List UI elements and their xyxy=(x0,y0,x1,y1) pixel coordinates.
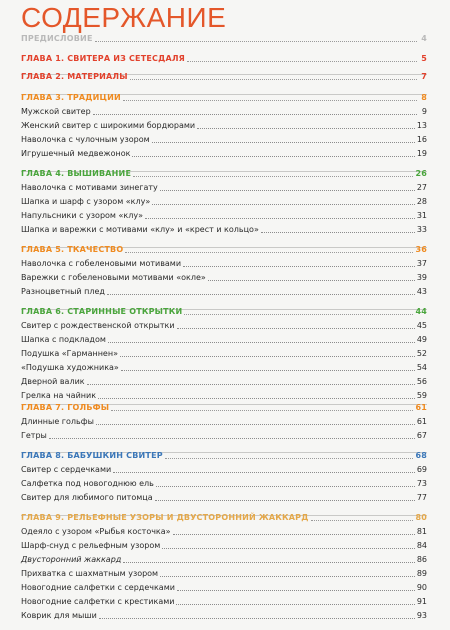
dot-leader xyxy=(87,384,415,385)
toc-entry xyxy=(21,595,427,607)
dot-leader xyxy=(176,604,414,605)
page-number: 56 xyxy=(416,377,427,386)
page-number: 89 xyxy=(416,569,427,578)
page-title: СОДЕРЖАНИЕ xyxy=(21,2,227,33)
dot-leader xyxy=(145,218,415,219)
dot-leader xyxy=(183,266,415,267)
dot-leader xyxy=(162,548,415,549)
dot-leader xyxy=(98,398,415,399)
page-number: 33 xyxy=(416,225,427,234)
entry-title: Варежки с гобеленовыми мотивами «окле» xyxy=(21,273,206,282)
page-number: 49 xyxy=(416,335,427,344)
chapter-entry xyxy=(21,70,427,82)
dot-leader xyxy=(96,424,415,425)
chapter-entry xyxy=(21,32,427,44)
entry-title: ПРЕДИСЛОВИЕ xyxy=(21,34,93,43)
page-number: 80 xyxy=(415,513,427,522)
page-number: 4 xyxy=(421,34,427,43)
dot-leader xyxy=(108,342,415,343)
page-number: 44 xyxy=(415,307,427,316)
entry-title: Новогодние салфетки с крестиками xyxy=(21,597,175,606)
dot-leader xyxy=(261,232,415,233)
dot-leader xyxy=(152,142,415,143)
entry-title: Свитер для любимого питомца xyxy=(21,493,153,502)
dot-leader xyxy=(177,590,415,591)
toc-entry xyxy=(21,147,427,159)
entry-title: Шапка и варежки с мотивами «клу» и «крест и кольцо» xyxy=(21,225,259,234)
entry-title: Шарф-снуд с рельефным узором xyxy=(21,541,161,550)
entry-title: Женский свитер с широкими бордюрами xyxy=(21,121,196,130)
chapter-entry xyxy=(21,401,427,413)
chapter-entry xyxy=(21,511,427,523)
dot-leader xyxy=(184,314,413,315)
dot-leader xyxy=(123,100,417,101)
dot-leader xyxy=(165,458,414,459)
entry-title: Салфетка под новогоднюю ель xyxy=(21,479,154,488)
toc-entry xyxy=(21,361,427,373)
page-number: 84 xyxy=(416,541,427,550)
toc-entry xyxy=(21,609,427,621)
page-number: 19 xyxy=(416,149,427,158)
entry-title: Свитер с рождественской открытки xyxy=(21,321,175,330)
toc-entry xyxy=(21,463,427,475)
toc-entry xyxy=(21,257,427,269)
toc-entry xyxy=(21,181,427,193)
dot-leader xyxy=(311,520,414,521)
entry-title: Свитер с сердечками xyxy=(21,465,112,474)
page-number: 13 xyxy=(416,121,427,130)
toc-entry xyxy=(21,319,427,331)
dot-leader xyxy=(123,562,415,563)
entry-title: Прихватка с шахматным узором xyxy=(21,569,159,578)
entry-title: «Подушка художника» xyxy=(21,363,119,372)
entry-title: Наволочка с гобеленовыми мотивами xyxy=(21,259,182,268)
toc-entry xyxy=(21,333,427,345)
dot-leader xyxy=(111,410,413,411)
page-number: 36 xyxy=(415,245,427,254)
toc-entry xyxy=(21,119,427,131)
dot-leader xyxy=(197,128,415,129)
entry-title: ГЛАВА 9. РЕЛЬЕФНЫЕ УЗОРЫ И ДВУСТОРОННИЙ ЖАККАРД xyxy=(21,513,309,522)
dot-leader xyxy=(107,294,415,295)
toc-entry xyxy=(21,477,427,489)
entry-title: Шапка и шарф с узором «клу» xyxy=(21,197,151,206)
dot-leader xyxy=(132,156,414,157)
page-number: 90 xyxy=(416,583,427,592)
dot-leader xyxy=(121,370,415,371)
entry-title: Гетры xyxy=(21,431,47,440)
entry-title: Шапка с подкладом xyxy=(21,335,106,344)
dot-leader xyxy=(156,486,415,487)
entry-title: ГЛАВА 3. ТРАДИЦИИ xyxy=(21,93,121,102)
dot-leader xyxy=(95,41,417,42)
entry-title: Новогодние салфетки с сердечками xyxy=(21,583,175,592)
dot-leader xyxy=(120,356,415,357)
page-number: 37 xyxy=(416,259,427,268)
entry-title: Одеяло с узором «Рыбья косточка» xyxy=(21,527,171,536)
dot-leader xyxy=(49,438,415,439)
dot-leader xyxy=(155,500,415,501)
dot-leader xyxy=(99,618,415,619)
entry-title: Дверной валик xyxy=(21,377,85,386)
entry-title: Грелка на чайник xyxy=(21,391,97,400)
entry-title: Разноцветный плед xyxy=(21,287,105,296)
entry-title: Мужской свитер xyxy=(21,107,91,116)
page-number: 91 xyxy=(416,597,427,606)
toc-entry xyxy=(21,567,427,579)
chapter-entry xyxy=(21,305,427,317)
chapter-entry xyxy=(21,243,427,255)
dot-leader xyxy=(208,280,415,281)
page-number: 54 xyxy=(416,363,427,372)
dot-leader xyxy=(125,252,413,253)
dot-leader xyxy=(133,176,413,177)
toc-entry xyxy=(21,491,427,503)
entry-title: ГЛАВА 1. СВИТЕРА ИЗ СЕТЕСДАЛЯ xyxy=(21,54,186,63)
page-number: 59 xyxy=(416,391,427,400)
dot-leader xyxy=(160,576,415,577)
dot-leader xyxy=(187,61,417,62)
toc-entry xyxy=(21,525,427,537)
dot-leader xyxy=(160,190,415,191)
page-number: 31 xyxy=(416,211,427,220)
entry-title: Длинные гольфы xyxy=(21,417,94,426)
entry-title: Двусторонний жаккард xyxy=(21,555,122,564)
toc-entry xyxy=(21,347,427,359)
dot-leader xyxy=(130,79,417,80)
toc-entry xyxy=(21,581,427,593)
dot-leader xyxy=(113,472,415,473)
page-number: 39 xyxy=(416,273,427,282)
dot-leader xyxy=(173,534,415,535)
entry-title: Коврик для мыши xyxy=(21,611,97,620)
toc-entry xyxy=(21,209,427,221)
chapter-entry xyxy=(21,449,427,461)
page-number: 52 xyxy=(416,349,427,358)
toc-entry xyxy=(21,105,427,117)
page-number: 28 xyxy=(416,197,427,206)
page-number: 43 xyxy=(416,287,427,296)
page-number: 16 xyxy=(416,135,427,144)
entry-title: Напульсники с узором «клу» xyxy=(21,211,143,220)
toc-entry xyxy=(21,133,427,145)
page-number: 27 xyxy=(416,183,427,192)
page-number: 67 xyxy=(416,431,427,440)
page-number: 61 xyxy=(416,417,427,426)
toc-entry xyxy=(21,223,427,235)
page-number: 93 xyxy=(416,611,427,620)
page-number: 7 xyxy=(421,72,427,81)
page-number: 9 xyxy=(421,107,427,116)
chapter-entry xyxy=(21,52,427,64)
page-number: 8 xyxy=(421,93,427,102)
dot-leader xyxy=(177,328,415,329)
entry-title: ГЛАВА 7. ГОЛЬФЫ xyxy=(21,403,110,412)
toc-entry xyxy=(21,285,427,297)
toc-entry xyxy=(21,553,427,565)
page-number: 45 xyxy=(416,321,427,330)
chapter-entry xyxy=(21,91,427,103)
dot-leader xyxy=(152,204,415,205)
page-number: 5 xyxy=(421,54,427,63)
page-number: 77 xyxy=(416,493,427,502)
page-number: 26 xyxy=(415,169,427,178)
page-number: 61 xyxy=(415,403,427,412)
toc-entry xyxy=(21,429,427,441)
page-number: 86 xyxy=(416,555,427,564)
entry-title: Наволочка с чулочным узором xyxy=(21,135,150,144)
page-number: 68 xyxy=(415,451,427,460)
entry-title: Подушка «Гарманнен» xyxy=(21,349,118,358)
toc-entry xyxy=(21,415,427,427)
entry-title: ГЛАВА 4. ВЫШИВАНИЕ xyxy=(21,169,132,178)
entry-title: Игрушечный медвежонок xyxy=(21,149,131,158)
page-number: 69 xyxy=(416,465,427,474)
page-number: 73 xyxy=(416,479,427,488)
entry-title: ГЛАВА 6. СТАРИННЫЕ ОТКРЫТКИ xyxy=(21,307,183,316)
entry-title: ГЛАВА 8. БАБУШКИН СВИТЕР xyxy=(21,451,163,460)
toc-entry xyxy=(21,389,427,401)
page-number: 81 xyxy=(416,527,427,536)
toc-entry xyxy=(21,271,427,283)
entry-title: ГЛАВА 5. ТКАЧЕСТВО xyxy=(21,245,124,254)
dot-leader xyxy=(93,114,417,115)
chapter-entry xyxy=(21,167,427,179)
toc-entry xyxy=(21,195,427,207)
toc-entry xyxy=(21,375,427,387)
entry-title: Наволочка с мотивами зинегату xyxy=(21,183,158,192)
toc-entry xyxy=(21,539,427,551)
entry-title: ГЛАВА 2. МАТЕРИАЛЫ xyxy=(21,72,128,81)
